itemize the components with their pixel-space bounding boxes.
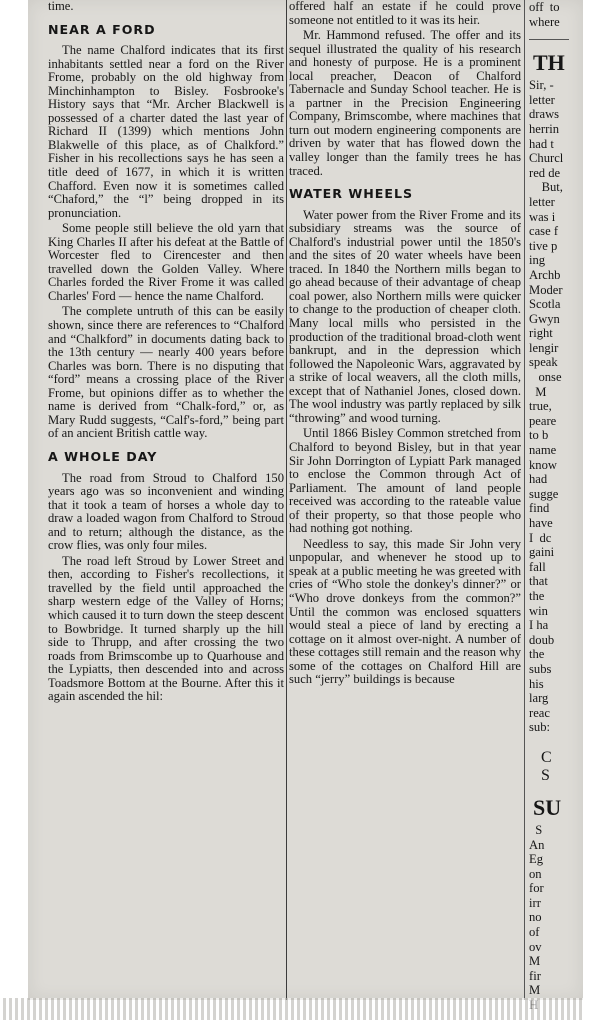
paragraph: The complete untruth of this can be easily shown, since there are references to “Chalford and “Chalkford” in documents dating back to the 13th century — nearly 400 years before Charles was born. There is no disputing that “ford” means a crossing place of the River Frome, but opinions differ as to whether the name is derived from “Chalk-ford,” or, as Mary Rudd suggests, “Calf's-ford,” being part of an ancient British cattle way. — [48, 304, 284, 441]
cut-letter-text: Sir, - letter draws herrin had t Churcl red de But, letter was i case f tive p ing Archb Moder Scotla Gwyn right lengir speak onse M true, peare to b name know had sugge find have I dc gaini fall that the win I ha doub the subs his larg reac sub: — [529, 78, 564, 735]
column-divider — [524, 0, 525, 1000]
heading-near-a-ford: NEAR A FORD — [48, 21, 156, 37]
cut-text-top: off to where — [529, 0, 560, 29]
paragraph: The road left Stroud by Lower Street and then, according to Fisher's recollections, it travelled by the field until approached the sharp western edge of the Valley of Horns; which caused it to turn down the steep descent to Bowbridge. It turned sharply up the hill side to Thrupp, and after crossing the two roads from Brimscombe up to Quarhouse and the Lypiatts, then descended into and across Toadsmore Bottom at the Bourne. After this it again ascended the hil: — [48, 553, 284, 704]
column-left — [48, 0, 284, 706]
paragraph: The road from Stroud to Chalford 150 years ago was so inconvenient and winding that it took a team of horses a whole day to draw a loaded wagon from Chalford to Stroud and to return; although the distance, as the crow flies, was only four miles. — [48, 470, 284, 553]
paragraph: Water power from the River Frome and its subsidiary streams was the source of Chalford's industrial power until the 1850's and the sites of 20 water wheels have been traced. In 1840 the Northern mills began to go ahead because of their advantage of cheap coal power, also Northern mills were quicker to change to the production of cheaper cloth. Many local mills who persisted in the production of the traditional broad-cloth went bankrupt, and in the depression which followed the Napoleonic Wars, aggravated by a strike of local weavers, all the cloth mills, except that of Nathaniel Jones, closed down. The wool industry was partly replaced by silk “throwing” and wood turning. — [289, 207, 521, 425]
paragraph: Until 1866 Bisley Common stretched from Chalford to beyond Bisley, but in that year Sir John Dorrington of Lypiatt Park managed to enclose the Common through Act of Parliament. The amount of land people received was according to the rateable value of their property, so that those people who had nothing got nothing. — [289, 426, 521, 536]
cut-letter-text-2: S An Eg on for irr no of ov M fir M — [529, 822, 545, 998]
paragraph: The name Chalford indicates that its first inhabitants settled near a ford on the River Frome, probably on the old highway from Minchinhampton to Bisley. Fosbrooke's History says that “Mr. Archer Blackwell is possessed of a charter dated the last year of Richard II (1399) which mentions John Blakwelle of this place, as of Chalkford.” Fisher in his recollections says he has seen a title deed of 1677, in which it is written Chafford. Even now it is sometimes called “Chaford,” the “l” being dropped in its pronunciation. — [48, 43, 284, 220]
paragraph: Mr. Hammond refused. The offer and its sequel illustrated the quality of his research and honesty of purpose. He is a prominent local preacher, Deacon of Chalford Tabernacle and Sunday School teacher. He is a partner in the Precision Engineering Company, Brimscombe, where machines that turn out modern engineering components are driven by water that has flowed down the valley longer than the family trees he has traced. — [289, 28, 521, 178]
paragraph: Needless to say, this made Sir John very unpopular, and whenever he stood up to speak at a public meeting he was greeted with cries of “Who stole the donkey's dinner?” or “Who drove donkeys from the common?” Until the common was enclosed squatters would steal a piece of land by erecting a cottage on it almost over-night. A number of these cottages still remain and the reason why some of the cottages on Chalford Hill are such “jerry” buildings is because — [289, 536, 521, 687]
heading-water-wheels: WATER WHEELS — [289, 186, 414, 202]
column-right-cut — [529, 0, 599, 1013]
cut-subheading: C S — [541, 748, 552, 784]
newspaper-clipping — [28, 0, 583, 1000]
letter-box-rule — [529, 39, 569, 40]
column-divider — [286, 0, 287, 1000]
top-fragment: time. — [48, 0, 74, 13]
cut-heading-2: SU — [533, 794, 562, 820]
heading-a-whole-day: A WHOLE DAY — [48, 448, 158, 464]
cut-heading: TH — [533, 50, 565, 76]
column-middle — [289, 0, 521, 689]
top-fragment: offered half an estate if he could prove someone not entitled to it was its heir. — [289, 0, 521, 27]
torn-bottom-edge — [0, 998, 583, 1020]
paragraph: Some people still believe the old yarn that King Charles II after his defeat at the Battle of Worcester fled to Cirencester and then travelled down the Golden Valley. Where Charles forded the River Frome it was called Charles' Ford — hence the name Chalford. — [48, 221, 284, 303]
